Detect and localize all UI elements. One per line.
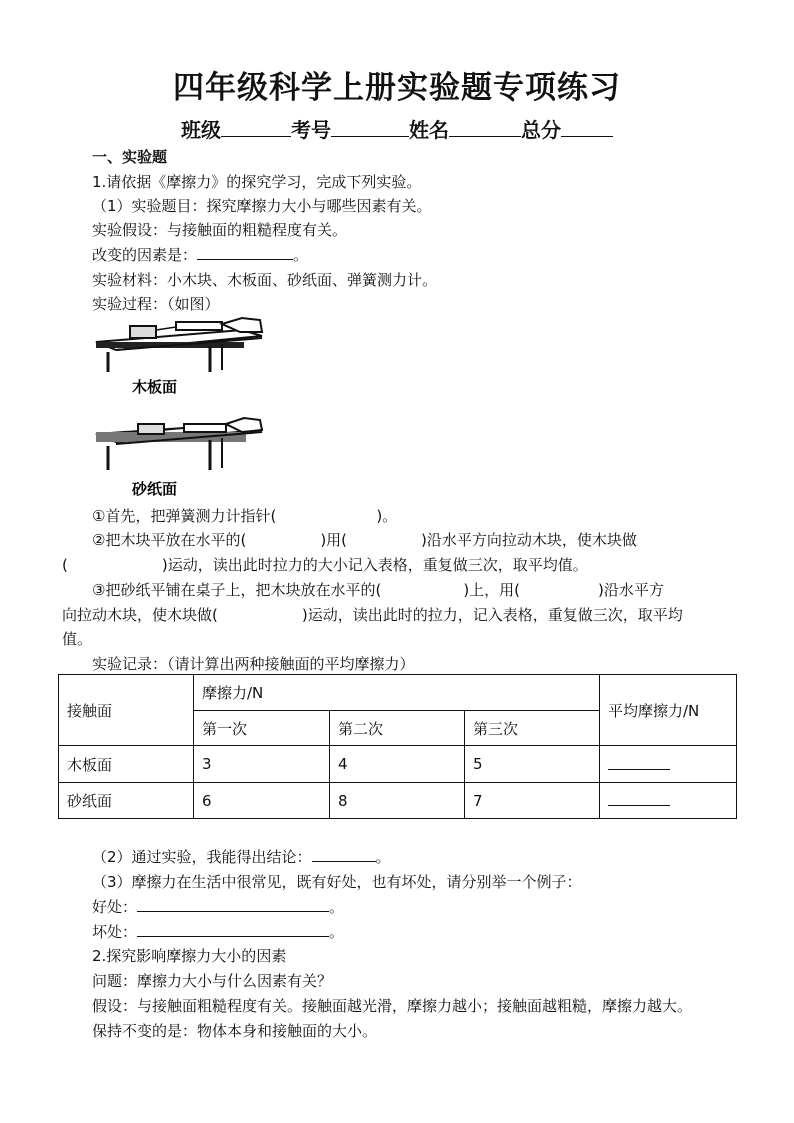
row-value: 3 bbox=[194, 746, 330, 783]
wood-board-figure bbox=[92, 316, 264, 398]
bad-label: 坏处： bbox=[92, 923, 138, 941]
header-trial-1: 第一次 bbox=[194, 711, 330, 746]
q2-hypothesis: 假设：与接触面粗糙程度有关。接触面越光滑，摩擦力越小；接触面越粗糙，摩擦力越大。 bbox=[92, 997, 693, 1015]
step1-line bbox=[92, 506, 397, 526]
spring-scale-icon bbox=[184, 424, 226, 432]
good-label: 好处： bbox=[92, 898, 138, 916]
q1-hypothesis: 实验假设：与接触面的粗糙程度有关。 bbox=[92, 221, 348, 239]
step2-text-e: )运动，读出此时拉力的大小记入表格，重复做三次，取平均值。 bbox=[161, 556, 588, 574]
page-title: 四年级科学上册实验题专项练习 bbox=[173, 70, 621, 106]
q1-intro: 1.请依据《摩擦力》的探究学习，完成下列实验。 bbox=[92, 173, 422, 191]
step3-text-e: )运动，读出此时的拉力，记入表格，重复做三次，取平均 bbox=[301, 606, 683, 624]
q1-process: 实验过程：（如图） bbox=[92, 295, 220, 313]
step3-line-2 bbox=[62, 605, 683, 625]
row-value: 7 bbox=[465, 783, 600, 819]
step2-text-c: )沿水平方向拉动木块，使木块做 bbox=[421, 531, 637, 549]
step2-line-2 bbox=[62, 555, 588, 575]
wood-block bbox=[138, 424, 164, 434]
bad-period: 。 bbox=[329, 923, 345, 941]
row-surface: 木板面 bbox=[59, 746, 194, 783]
table-row bbox=[59, 783, 737, 819]
wood-block bbox=[130, 326, 156, 338]
hand-icon bbox=[222, 318, 262, 332]
header-trial-3: 第三次 bbox=[465, 711, 600, 746]
average-answer-cell[interactable] bbox=[600, 746, 737, 783]
q2-question: 问题：摩擦力大小与什么因素有关？ bbox=[92, 972, 333, 990]
step3-text-c: )沿水平方 bbox=[598, 581, 664, 599]
number-label: 考号 bbox=[291, 118, 331, 142]
step1-text-a: ①首先，把弹簧测力计指针( bbox=[92, 507, 277, 525]
class-label: 班级 bbox=[181, 118, 221, 142]
score-blank[interactable] bbox=[561, 118, 613, 137]
score-label: 总分 bbox=[521, 118, 561, 142]
row-surface: 砂纸面 bbox=[59, 783, 194, 819]
fig2-label: 砂纸面 bbox=[132, 480, 178, 498]
q2-title: 2.探究影响摩擦力大小的因素 bbox=[92, 947, 287, 965]
section-heading: 一、实验题 bbox=[92, 148, 168, 166]
fig1-label: 木板面 bbox=[132, 378, 178, 396]
step2-line bbox=[92, 530, 637, 550]
spring-scale-icon bbox=[176, 322, 222, 330]
q2-constant: 保持不变的是：物体本身和接触面的大小。 bbox=[92, 1022, 378, 1040]
conclusion-blank[interactable] bbox=[312, 847, 376, 862]
q1-changed-factor-line bbox=[92, 245, 308, 265]
row-value: 6 bbox=[194, 783, 330, 819]
class-blank[interactable] bbox=[221, 118, 291, 137]
name-label: 姓名 bbox=[409, 118, 449, 142]
step1-text-b: )。 bbox=[376, 507, 398, 525]
bad-line bbox=[92, 922, 344, 942]
header-trial-2: 第二次 bbox=[330, 711, 465, 746]
row-value: 5 bbox=[465, 746, 600, 783]
header-friction: 摩擦力/N bbox=[194, 675, 600, 711]
header-average: 平均摩擦力/N bbox=[600, 675, 737, 746]
q1-materials: 实验材料：小木块、木板面、砂纸面、弹簧测力计。 bbox=[92, 271, 438, 289]
step2-text-d: ( bbox=[62, 556, 68, 574]
sub2-period: 。 bbox=[375, 848, 391, 866]
good-blank[interactable] bbox=[137, 897, 329, 912]
bad-blank[interactable] bbox=[137, 922, 329, 937]
friction-record-table bbox=[58, 674, 737, 819]
step2-text-a: ②把木块平放在水平的( bbox=[92, 531, 247, 549]
average-answer-cell[interactable] bbox=[600, 783, 737, 819]
sandpaper-surface bbox=[96, 432, 246, 442]
sandpaper-figure bbox=[92, 412, 264, 500]
good-line bbox=[92, 897, 344, 917]
row-value: 8 bbox=[330, 783, 465, 819]
q1-sub2-line bbox=[92, 847, 391, 867]
good-period: 。 bbox=[329, 898, 345, 916]
sub2-text: （2）通过实验，我能得出结论： bbox=[92, 848, 312, 866]
step3-line bbox=[92, 580, 664, 600]
header-surface: 接触面 bbox=[59, 675, 194, 746]
row-value: 4 bbox=[330, 746, 465, 783]
q1-sub1: （1）实验题目：探究摩擦力大小与哪些因素有关。 bbox=[92, 197, 432, 215]
changed-factor-label: 改变的因素是： bbox=[92, 246, 198, 264]
changed-factor-blank[interactable] bbox=[197, 245, 293, 260]
average-blank[interactable] bbox=[608, 755, 670, 770]
step3-text-d: 向拉动木块，使木块做( bbox=[62, 606, 218, 624]
changed-factor-period: 。 bbox=[293, 246, 309, 264]
table-row bbox=[59, 746, 737, 783]
step3-line-3: 值。 bbox=[62, 630, 93, 648]
step3-text-a: ③把砂纸平铺在桌子上，把木块放在水平的( bbox=[92, 581, 382, 599]
average-blank[interactable] bbox=[608, 791, 670, 806]
record-caption: 实验记录：（请计算出两种接触面的平均摩擦力） bbox=[92, 655, 415, 673]
number-blank[interactable] bbox=[331, 118, 409, 137]
name-blank[interactable] bbox=[449, 118, 521, 137]
step3-text-b: )上，用( bbox=[463, 581, 521, 599]
q1-sub3: （3）摩擦力在生活中很常见，既有好处，也有坏处，请分别举一个例子： bbox=[92, 873, 582, 891]
step2-text-b: )用( bbox=[320, 531, 348, 549]
student-info-line bbox=[0, 114, 794, 143]
